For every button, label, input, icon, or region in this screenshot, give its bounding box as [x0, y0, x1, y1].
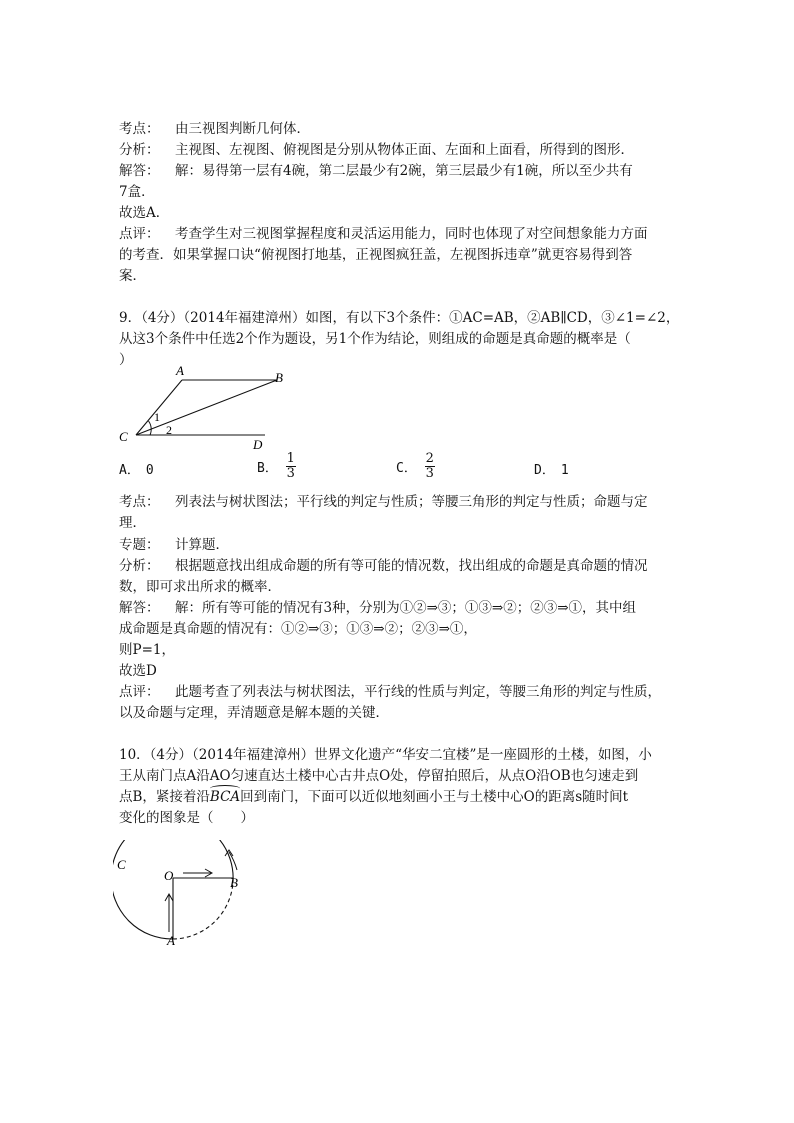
arrow-arc [229, 852, 237, 870]
jieda-text: 解：易得第一层有4碗，第二层最少有2碗，第三层最少有1碗，所以至少共有 [175, 163, 633, 179]
q9-figure [115, 362, 295, 452]
option-c-denominator: 3 [425, 466, 434, 481]
q10-stem-line2: 王从南门点A沿AO匀速直达土楼中心古井点O处，停留拍照后，从点O沿OB也匀速走到 [119, 768, 639, 784]
q8-dianping-cont2: 案． [119, 268, 146, 284]
jieda-label: 解答： [119, 163, 160, 179]
jieda-text: 解：所有等可能的情况有3种，分别为①②⇒③；①③⇒②；②③⇒①，其中组 [175, 600, 637, 616]
q8-dianping [119, 224, 679, 244]
q9-kaodian [119, 492, 679, 512]
q8-jieda [119, 161, 679, 181]
fenxi-text: 根据题意找出组成命题的所有等可能的情况数，找出组成的命题是真命题的情况 [175, 558, 648, 574]
option-b-label: B． [257, 461, 278, 476]
q9-stem-line1: 9．（4分）（2014年福建漳州）如图，有以下3个条件：①AC=AB，②AB∥CD，③∠1=∠2， [119, 310, 680, 326]
q9-fenxi-cont: 数，即可求出所求的概率． [119, 579, 281, 595]
q9-dianping [119, 682, 679, 702]
q9-dianping-cont: 以及命题与定理，弄清题意是解本题的关键． [119, 705, 389, 721]
angle-2-label: 2 [166, 423, 172, 437]
zhuanti-label: 专题： [119, 537, 160, 553]
q10-stem-line3 [119, 787, 679, 807]
dianping-label: 点评： [119, 226, 160, 242]
option-c-fraction [425, 452, 435, 481]
option-b-numerator: 1 [286, 451, 295, 466]
option-c-numerator: 2 [425, 451, 434, 466]
label-b: B [230, 875, 238, 890]
q9-kaodian-cont: 理． [119, 515, 146, 531]
label-o: O [164, 868, 174, 883]
q8-jieda-cont: 7盒． [119, 184, 155, 200]
q9-answer: 故选D [119, 663, 157, 679]
label-a: A [167, 933, 175, 948]
q8-dianping-cont: 的考查．如果掌握口诀“俯视图打地基，正视图疯狂盖，左视图拆违章”就更容易得到答 [119, 247, 633, 263]
fenxi-label: 分析： [119, 142, 160, 158]
option-b-fraction [286, 452, 296, 481]
segment-ca [136, 380, 182, 435]
jieda-label: 解答： [119, 600, 160, 616]
fenxi-label: 分析： [119, 558, 160, 574]
q9-stem-line3: ） [119, 352, 133, 368]
fenxi-text: 主视图、左视图、俯视图是分别从物体正面、左面和上面看，所得到的图形． [175, 142, 634, 158]
kaodian-text: 由三视图判断几何体． [175, 121, 310, 137]
q9-option-d [534, 459, 569, 478]
circle-dashed-arc [173, 882, 233, 939]
q9-jieda [119, 598, 679, 618]
angle-arc [149, 421, 152, 435]
q10-stem-line1: 10．（4分）（2014年福建漳州）世界文化遗产“华安二宜楼”是一座圆形的土楼，如图，小 [119, 747, 652, 763]
dianping-text: 考查学生对三视图掌握程度和灵活运用能力，同时也体现了对空间想象能力方面 [175, 226, 648, 242]
q9-option-b [257, 452, 296, 481]
segment-cb [136, 380, 277, 435]
q9-option-c [396, 452, 435, 481]
q10-stem-line4: 变化的图象是（ ） [119, 810, 254, 826]
option-d-value: 1 [560, 463, 569, 478]
q9-jieda-cont: 成命题是真命题的情况有：①②⇒③；①③⇒②；②③⇒①， [119, 621, 477, 637]
kaodian-label: 考点： [119, 121, 160, 137]
dianping-label: 点评： [119, 684, 160, 700]
kaodian-label: 考点： [119, 494, 160, 510]
q9-zhuanti [119, 535, 679, 555]
arc-bca: BCA [209, 789, 241, 805]
q8-answer: 故选A． [119, 205, 170, 221]
stem-line3-post: 回到南门，下面可以近似地刻画小王与土楼中心O的距离s随时间t [240, 789, 629, 805]
option-c-label: C． [396, 461, 417, 476]
option-b-denominator: 3 [286, 466, 295, 481]
label-d: D [253, 437, 263, 452]
label-b: B [275, 370, 283, 385]
kaodian-text: 列表法与树状图法；平行线的判定与性质；等腰三角形的判定与性质；命题与定 [175, 494, 648, 510]
angle-1-label: 1 [154, 410, 160, 424]
q9-fenxi [119, 556, 679, 576]
q8-kaodian [119, 119, 679, 139]
dianping-text: 此题考查了列表法与树状图法，平行线的性质与判定，等腰三角形的判定与性质， [175, 684, 661, 700]
label-a: A [176, 363, 184, 378]
q10-figure [113, 840, 253, 950]
option-a-value: 0 [145, 463, 154, 478]
label-c: C [119, 429, 128, 444]
label-c: C [117, 857, 126, 872]
option-d-label: D． [534, 463, 555, 478]
q9-option-a [119, 459, 154, 478]
zhuanti-text: 计算题． [175, 537, 229, 553]
q9-stem-line2: 从这3个条件中任选2个作为题设，另1个作为结论，则组成的命题是真命题的概率是（ [119, 331, 631, 347]
option-a-label: A． [119, 463, 140, 478]
stem-line3-pre: 点B，紧接着沿 [119, 789, 210, 805]
q9-jieda-cont2: 则P=1， [119, 642, 175, 658]
q8-fenxi [119, 140, 679, 160]
